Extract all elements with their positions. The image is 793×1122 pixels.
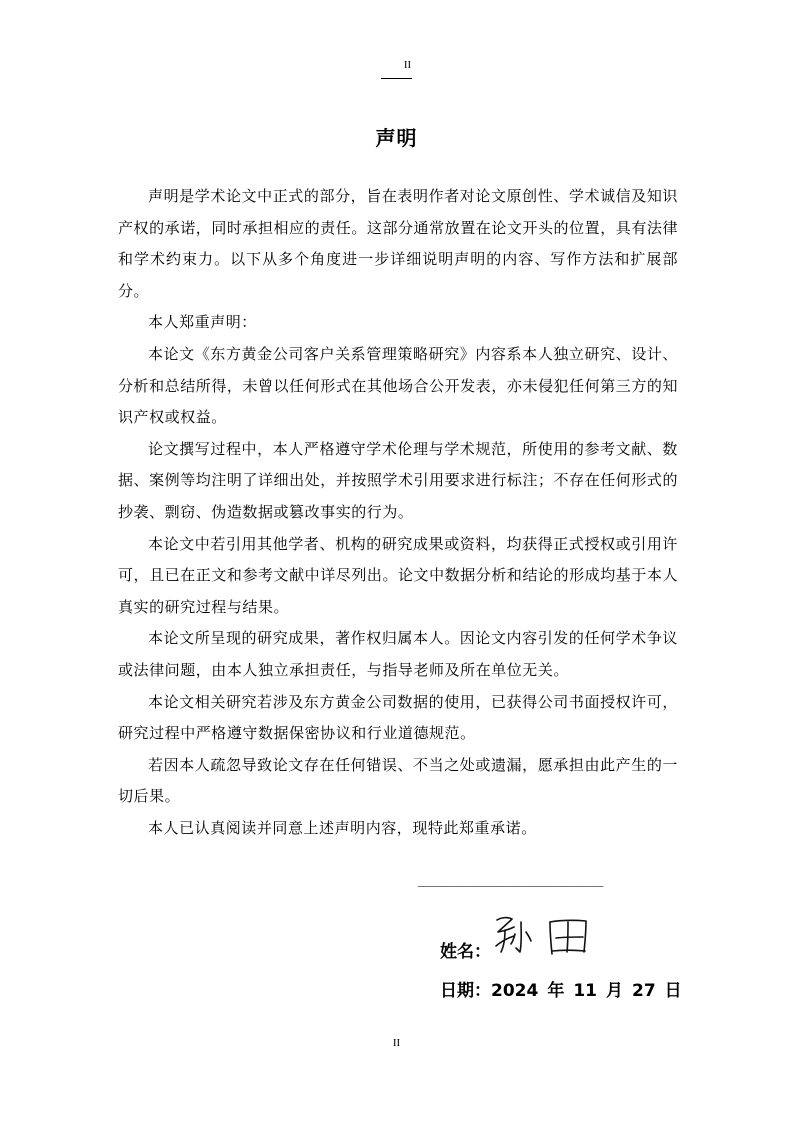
date-day: 27: [632, 981, 656, 1001]
date-month: 11: [573, 981, 597, 1001]
footer-page-number: II: [392, 1037, 401, 1049]
paragraph-liability: 若因本人疏忽导致论文存在任何错误、不当之处或遗漏，愿承担由此产生的一切后果。: [118, 755, 678, 806]
date-day-unit: 日: [664, 981, 682, 1001]
paragraph-solemn-statement: 本人郑重声明：: [148, 313, 257, 332]
header-page-number: II: [403, 59, 412, 71]
paragraph-ethics: 论文撰写过程中，本人严格遵守学术伦理与学术规范，所使用的参考文献、数据、案例等均注明了详细出处，并按照学术引用要求进行标注；不存在任何形式的抄袭、剽窃、伪造数据或篡改事实的行为。: [118, 439, 678, 521]
date-line: [440, 978, 682, 1004]
page-title: 声明: [375, 126, 418, 150]
date-month-unit: 月: [606, 981, 623, 1001]
paragraph-data-authorization: 本论文相关研究若涉及东方黄金公司数据的使用，已获得公司书面授权许可，研究过程中严格遵守数据保密协议和行业道德规范。: [118, 692, 678, 743]
paragraph-commitment: 本人已认真阅读并同意上述声明内容，现特此郑重承诺。: [148, 818, 537, 837]
signature-line: ______________________: [418, 871, 604, 887]
declaration-body: [118, 181, 678, 844]
date-year-unit: 年: [547, 981, 565, 1001]
paragraph-citations: 本论文中若引用其他学者、机构的研究成果或资料，均获得正式授权或引用许可，且已在正文和参考文献中详尽列出。论文中数据分析和结论的形成均基于本人真实的研究过程与结果。: [118, 534, 678, 616]
paragraph-copyright: 本论文所呈现的研究成果，著作权归属本人。因论文内容引发的任何学术争议或法律问题，由本人独立承担责任，与指导老师及所在单位无关。: [118, 629, 678, 679]
date-label: 日期：: [440, 981, 491, 1001]
name-label: 姓名：: [440, 942, 491, 962]
header-rule: [381, 78, 412, 79]
date-year: 2024: [491, 981, 539, 1001]
paragraph-originality: 本论文《东方黄金公司客户关系管理策略研究》内容系本人独立研究、设计、分析和总结所得，未曾以任何形式在其他场合公开发表，亦未侵犯任何第三方的知识产权或权益。: [118, 344, 678, 427]
handwritten-signature: [490, 908, 610, 958]
paragraph-intro: 声明是学术论文中正式的部分，旨在表明作者对论文原创性、学术诚信及知识产权的承诺，同时承担相应的责任。这部分通常放置在论文开头的位置，具有法律和学术约束力。以下从多个角度进一步详细说明声明的内容、写作方法和扩展部分。: [118, 187, 678, 300]
